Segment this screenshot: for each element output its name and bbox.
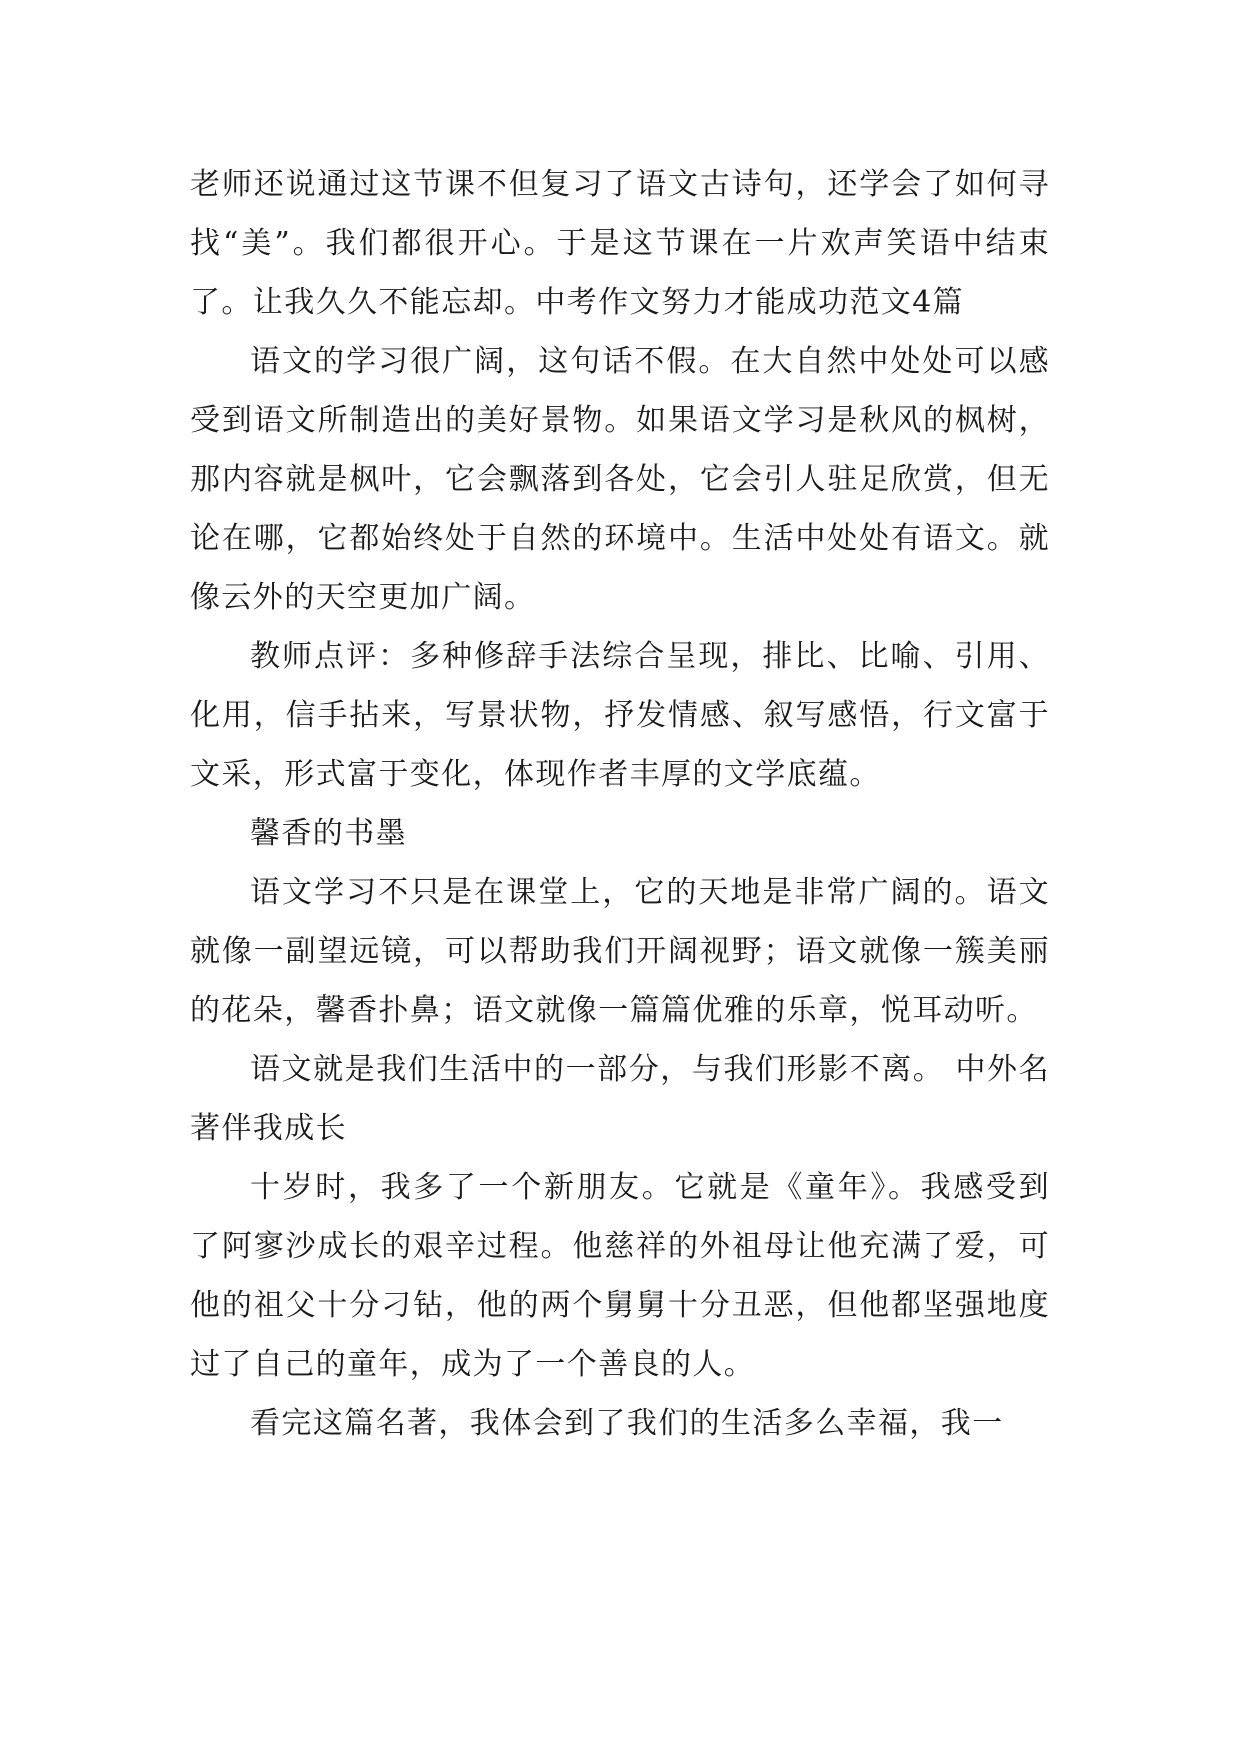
article-body	[190, 155, 1050, 1453]
paragraph: 看完这篇名著，我体会到了我们的生活多么幸福，我一	[250, 1406, 1004, 1441]
paragraph: 老师还说通过这节课不但复习了语文古诗句，还学会了如何寻找“美”。我们都很开心。于是这节课在一片欢声笑语中结束了。让我久久不能忘却。中考作文努力才能成功范文4篇	[190, 167, 1050, 320]
teacher-comment-paragraph: 教师点评：多种修辞手法综合呈现，排比、比喻、引用、化用，信手拈来，写景状物，抒发情感、叙写感悟，行文富于文采，形式富于变化，体现作者丰厚的文学底蕴。	[190, 639, 1050, 792]
paragraph: 语文学习不只是在课堂上，它的天地是非常广阔的。语文就像一副望远镜，可以帮助我们开阔视野；语文就像一簇美丽的花朵，馨香扑鼻；语文就像一篇篇优雅的乐章，悦耳动听。	[190, 875, 1050, 1028]
paragraph: 十岁时，我多了一个新朋友。它就是《童年》。我感受到了阿寥沙成长的艰辛过程。他慈祥的外祖母让他充满了爱，可他的祖父十分刁钻，他的两个舅舅十分丑恶，但他都坚强地度过了自己的童年，成为了一个善良的人。	[190, 1170, 1050, 1382]
paragraph: 语文就是我们生活中的一部分，与我们形影不离。 中外名著伴我成长	[190, 1052, 1050, 1146]
section-heading: 馨香的书墨	[250, 816, 407, 851]
paragraph: 语文的学习很广阔，这句话不假。在大自然中处处可以感受到语文所制造出的美好景物。如果语文学习是秋风的枫树，那内容就是枫叶，它会飘落到各处，它会引人驻足欣赏，但无论在哪，它都始终处于自然的环境中。生活中处处有语文。就像云外的天空更加广阔。	[190, 344, 1050, 615]
